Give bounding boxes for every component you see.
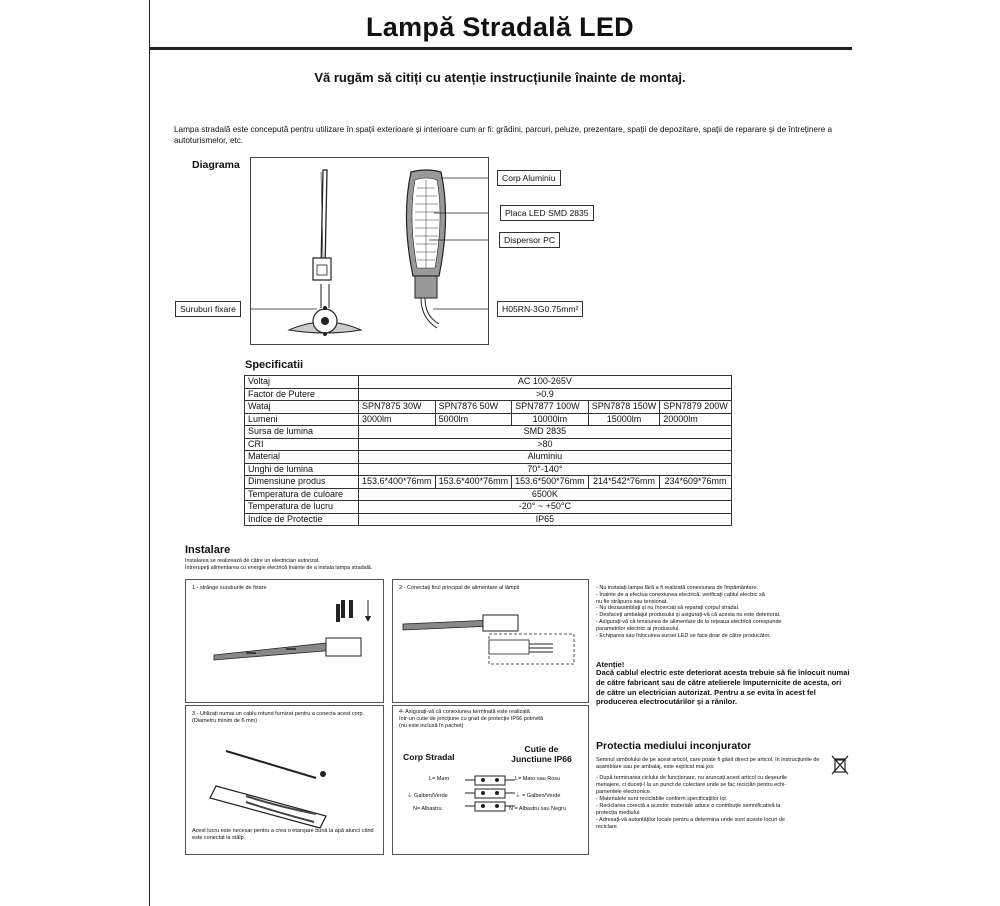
weee-bin-icon (831, 755, 849, 775)
table-row: CRI >80 (245, 438, 732, 451)
spec-table (244, 375, 732, 526)
title-rule (150, 47, 852, 50)
step-1-text: 1 - strânge suruburile de fixare (192, 585, 267, 591)
install-notes: - Nu instalați lampa fără a fi realizată conexiunea de împământare. - Înainte de a efectua conexiunea electrică, verificați cablul electric să nu fie străpuns sau tensionat. - Nu dezasamblați și nu încercați să reparați corpul stradal. - Desfaceți ambalajul produsului și asigurați-vă că acesta nu este deteriorat. - Asigurați-vă că tensiunea de alimentare de la rețeaua electrică corespunde parametrilor electrici ai produsului. - Echiparea sau înlocuirea sursei LED se face doar de către producător. (596, 585, 782, 639)
spec-title: Specificatii (245, 359, 304, 371)
corp-stradal-label: Corp Stradal (403, 752, 455, 762)
intro-text: Lampa stradală este concepută pentru utilizare în spații exterioare și interioare cum ar fi: grădini, parcuri, peluze, prezentare, spații de depozitare, spații de reparare și de întreținere a autoturismelor, etc. (174, 125, 833, 145)
warning-text: Dacă cablul electric este deteriorat acesta trebuie să fie înlocuit numai de către fabricant sau de către atelierele împuternicite de acesta, ori de către un electrician autorizat. Pentru a se evita în acest fel producerea electrocutărilor și a rănilor. (596, 668, 850, 707)
page-border (149, 0, 150, 906)
table-row: Dimensiune produs 153.6*400*76mm 153.6*400*76mm 153.6*500*76mm 214*542*76mm 234*609*76mm (245, 476, 732, 489)
step-4-text: 4- Asigurați-vă că conexiunea terminată este realizată într-un cutie de joncțiune cu grad de protecție IP66 potrivită (nu este inclusă în pachet) (399, 709, 544, 729)
ground-left: ⏚ Galben/Verde (407, 793, 448, 799)
warning-title: Atenție! (596, 660, 625, 669)
page-title: Lampă Stradală LED (366, 12, 634, 42)
callout-dispersor: Dispersor PC (499, 232, 560, 248)
step-2-text: 2 - Conectați firul principal de alimentare al lămpii (399, 585, 520, 591)
terminal-block (465, 774, 515, 814)
step-2-illustration (393, 580, 588, 702)
table-row: Lumeni 3000lm 5000lm 10000lm 15000lm 20000lm (245, 413, 732, 426)
install-step-1-panel (185, 579, 384, 703)
junction-box-label: Cutie de Junctiune IP66 (511, 744, 572, 764)
install-subtitle: Instalarea se realizează de către un electrician autorizat. Întrerupeți alimentarea cu energie electrică înainte de a instala lampa stradală. (185, 558, 373, 571)
environment-title: Protectia mediului inconjurator (596, 740, 752, 752)
step-3-text: 3 - Utilizați numai un cablu rotund furnizat pentru a conecta acest corp. (Diametru minim de 6 mm) (192, 711, 365, 724)
install-title: Instalare (185, 544, 231, 556)
callout-cable: H05RN-3G0.75mm² (497, 301, 583, 317)
lamp-diagram (251, 158, 488, 344)
step-3-note: Acest lucru este necesar pentru a crea o etanșare bună la apă atunci când este conectat la stâlp. (192, 828, 374, 841)
environment-list: - După terminarea ciclului de funcționare, nu aruncați acest articol cu deșeurile menajere, ci duceți-l la un punct de colectare unde se fac reciclări pentru echi- pamentele electronice. - Materialele sunt reciclabile conform specificațiilor lor. - Reciclarea corectă a acestor materiale aduce o contribuție semnificativă la protecția mediului. - Adresați-vă autorităților locale pentru a determina unde sunt aceste locuri de reciclare. (596, 775, 788, 830)
diagram-box (250, 157, 489, 345)
table-row: Sursa de lumina SMD 2835 (245, 426, 732, 439)
ground-right: ⏚ = Galben/Verde (515, 793, 561, 799)
callout-suruburi: Suruburi fixare (175, 301, 241, 317)
callout-corp-aluminiu: Corp Aluminiu (497, 170, 561, 186)
diagram-label: Diagrama (192, 159, 240, 171)
page-subtitle: Vă rugăm să citiți cu atenție instrucțiunile înainte de montaj. (314, 70, 686, 85)
table-row: Voltaj AC 100-265V (245, 376, 732, 389)
table-row: Factor de Putere >0.9 (245, 388, 732, 401)
install-step-2-panel (392, 579, 589, 703)
install-step-3-panel (185, 705, 384, 855)
table-row: Indice de Protectie IP65 (245, 513, 732, 526)
step-1-illustration (186, 580, 383, 702)
table-row: Temperatura de culoare 6500K (245, 488, 732, 501)
callout-placa-led: Placa LED SMD 2835 (500, 205, 594, 221)
ground-icon: ⏚ (515, 793, 521, 799)
table-row: Material Aluminiu (245, 451, 732, 464)
table-row: Unghi de lumina 70°-140° (245, 463, 732, 476)
table-row: Temperatura de lucru -20° ~ +50°C (245, 501, 732, 514)
ground-icon: ⏚ (407, 793, 413, 799)
table-row: Wataj SPN7875 30W SPN7876 50W SPN7877 100W SPN7878 150W SPN7879 200W (245, 401, 732, 414)
environment-intro: Semnul simbolului de pe acest articol, care poate fi găsit direct pe articol, în instrucțiunile de asamblare sau pe ambalaj, este explicat mai jos: (596, 757, 820, 770)
install-step-4-panel: 4- Asigurați-vă că conexiunea terminată este realizată într-un cutie de joncțiune cu grad de protecție IP66 potrivită (nu este inclusă în pachet) Corp Stradal Cutie de Junctiune IP66 L= Maro ⏚ Galben/Verde N= Albastru L= Maro sau Rosu ⏚ = Galben/Verde N = Albastru sau Negru (392, 705, 589, 855)
